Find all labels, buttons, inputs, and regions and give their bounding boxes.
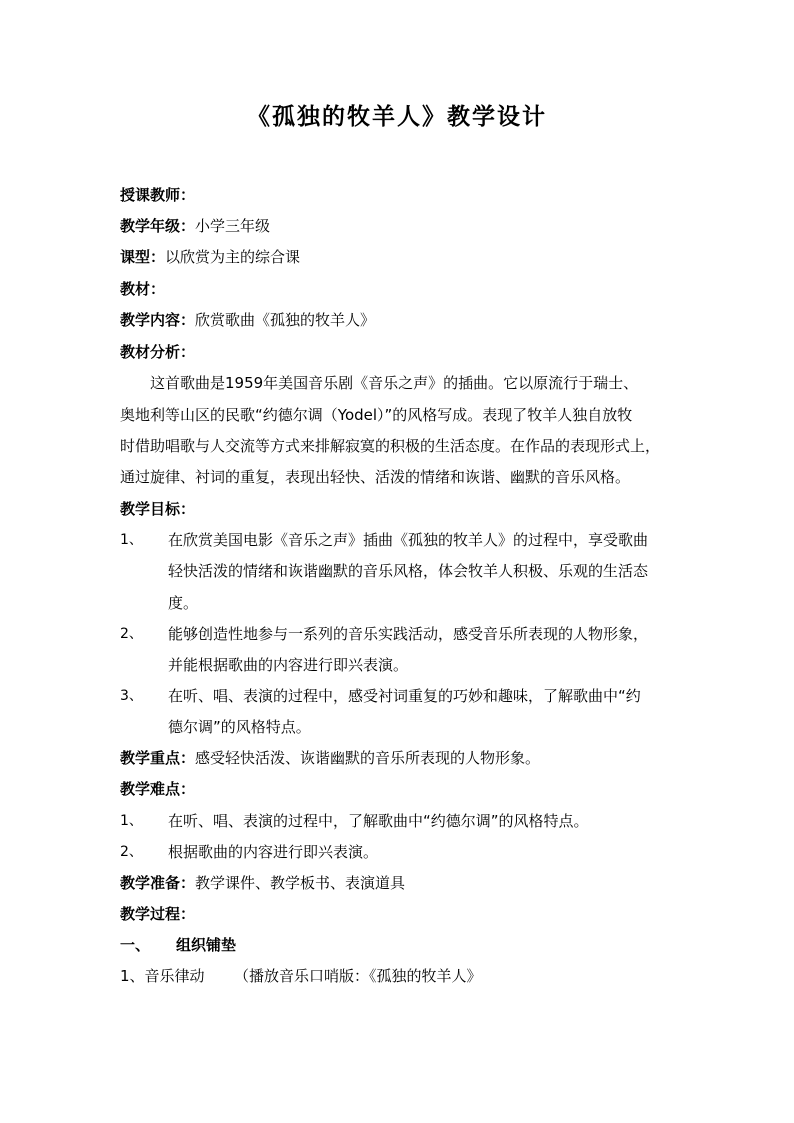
analysis-row: [120, 342, 195, 362]
content-value: 欣赏歌曲《孤独的牧羊人》: [195, 311, 376, 329]
analysis-line: 奥地利等山区的民歌“约德尔调（Yodel）”的风格写成。表现了牧羊人独自放牧: [120, 406, 633, 424]
key-point-value: 感受轻快活泼、诙谐幽默的音乐所表现的人物形象。: [195, 749, 541, 767]
material-label: 教材：: [120, 280, 166, 298]
objectives-label: 教学目标：: [120, 500, 196, 518]
difficulty-row: [120, 779, 195, 799]
objective-number: 2、: [120, 626, 143, 642]
process-section-number: 一、: [120, 936, 151, 954]
process-step: 1、音乐律动: [120, 967, 205, 985]
objective-number: 1、: [120, 532, 143, 548]
objective-line: 在欣赏美国电影《音乐之声》插曲《孤独的牧羊人》的过程中，享受歌曲: [168, 531, 649, 549]
difficulty-item: 根据歌曲的内容进行即兴表演。: [168, 843, 379, 861]
content-label: 教学内容：: [120, 311, 196, 329]
analysis-label: 教材分析：: [120, 343, 196, 361]
objective-line: 并能根据歌曲的内容进行即兴表演。: [168, 656, 409, 674]
difficulty-number: 2、: [120, 844, 143, 860]
objective-line: 德尔调”的风格特点。: [168, 718, 311, 736]
material-row: [120, 279, 165, 299]
preparation-value: 教学课件、教学板书、表演道具: [195, 874, 406, 892]
grade-value: 小学三年级: [195, 217, 271, 235]
objective-line: 轻快活泼的情绪和诙谐幽默的音乐风格，体会牧羊人积极、乐观的生活态: [168, 562, 649, 580]
content-row: [120, 310, 375, 330]
key-point-row: [120, 748, 540, 768]
course-type-row: [120, 247, 300, 267]
objective-line: 度。: [168, 594, 199, 612]
preparation-label: 教学准备：: [120, 874, 196, 892]
analysis-line: 这首歌曲是1959年美国音乐剧《音乐之声》的插曲。它以原流行于瑞士、: [150, 374, 639, 392]
teacher-row: [120, 185, 195, 205]
objectives-row: [120, 499, 195, 519]
objective-line: 在听、唱、表演的过程中，感受衬词重复的巧妙和趣味，了解歌曲中“约: [168, 687, 641, 705]
course-type-label: 课型：: [120, 248, 166, 266]
process-label: 教学过程：: [120, 905, 196, 923]
preparation-row: [120, 873, 405, 893]
process-step-note: （播放音乐口哨版：《孤独的牧羊人》: [234, 967, 482, 985]
process-section-title: 组织铺垫: [176, 936, 237, 954]
difficulty-item: 在听、唱、表演的过程中，了解歌曲中“约德尔调”的风格特点。: [168, 812, 589, 830]
key-point-label: 教学重点：: [120, 749, 196, 767]
analysis-line: 通过旋律、衬词的重复，表现出轻快、活泼的情绪和诙谐、幽默的音乐风格。: [120, 468, 631, 486]
page-title: 《孤独的牧羊人》教学设计: [247, 103, 547, 130]
process-row: [120, 904, 195, 924]
course-type-value: 以欣赏为主的综合课: [165, 248, 301, 266]
grade-row: [120, 216, 270, 236]
objective-number: 3、: [120, 688, 143, 704]
analysis-line: 时借助唱歌与人交流等方式来排解寂寞的积极的生活态度。在作品的表现形式上，: [120, 437, 661, 455]
difficulty-label: 教学难点：: [120, 780, 196, 798]
teacher-label: 授课教师：: [120, 186, 196, 204]
difficulty-number: 1、: [120, 813, 143, 829]
grade-label: 教学年级：: [120, 217, 196, 235]
objective-line: 能够创造性地参与一系列的音乐实践活动，感受音乐所表现的人物形象，: [168, 625, 649, 643]
